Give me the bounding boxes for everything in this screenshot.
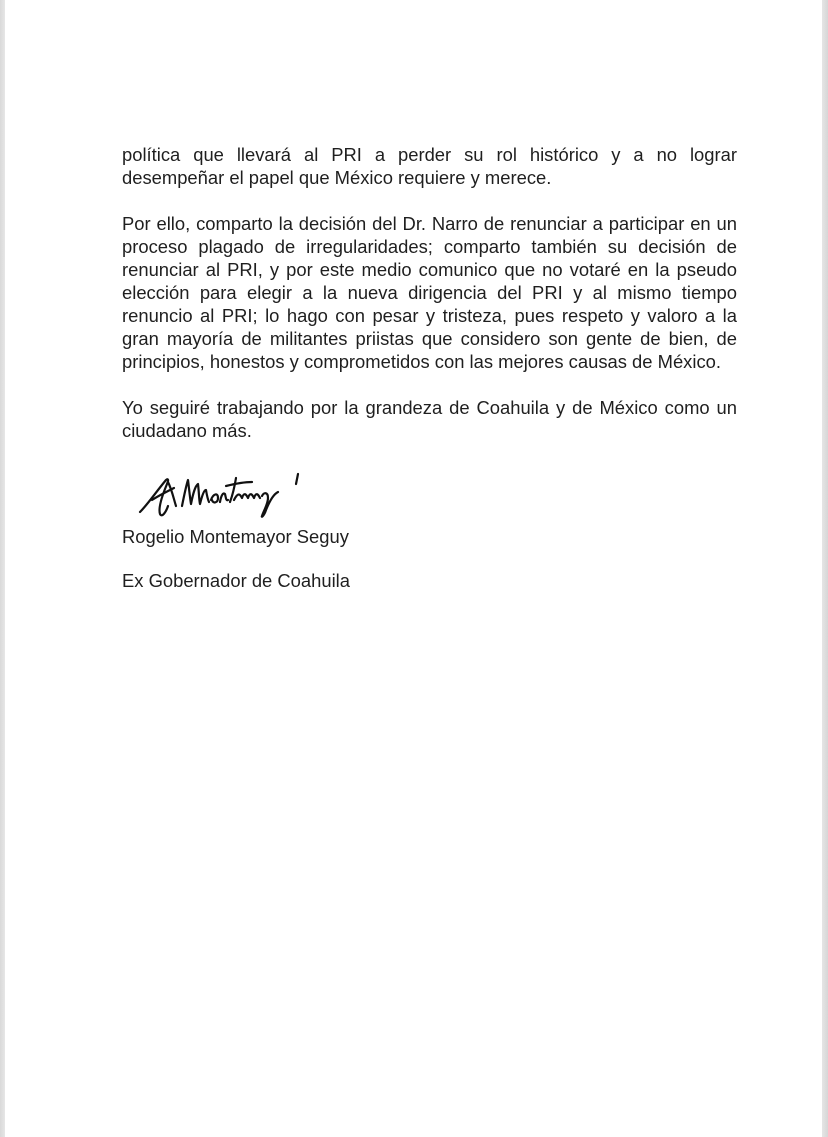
right-page-edge: [822, 0, 828, 1137]
signer-title: Ex Gobernador de Coahuila: [122, 570, 350, 591]
handwritten-signature-icon: [138, 470, 308, 520]
letter-body: [122, 143, 737, 442]
signer-name: Rogelio Montemayor Seguy: [122, 526, 349, 547]
paragraph-1: política que llevará al PRI a perder su rol histórico y a no lograr desempeñar el papel que México requiere y merece.: [122, 144, 737, 188]
paragraph-3: Yo seguiré trabajando por la grandeza de Coahuila y de México como un ciudadano más.: [122, 397, 737, 441]
paragraph-2: Por ello, comparto la decisión del Dr. Narro de renunciar a participar en un proceso plagado de irregularidades; comparto también su decisión de renunciar al PRI, y por este medio comunico que no votaré en la pseudo elección para elegir a la nueva dirigencia del PRI y al mismo tiempo renuncio al PRI; lo hago con pesar y tristeza, pues respeto y valoro a la gran mayoría de militantes priistas que considero son gente de bien, de principios, honestos y comprometidos con las mejores causas de México.: [122, 213, 737, 372]
